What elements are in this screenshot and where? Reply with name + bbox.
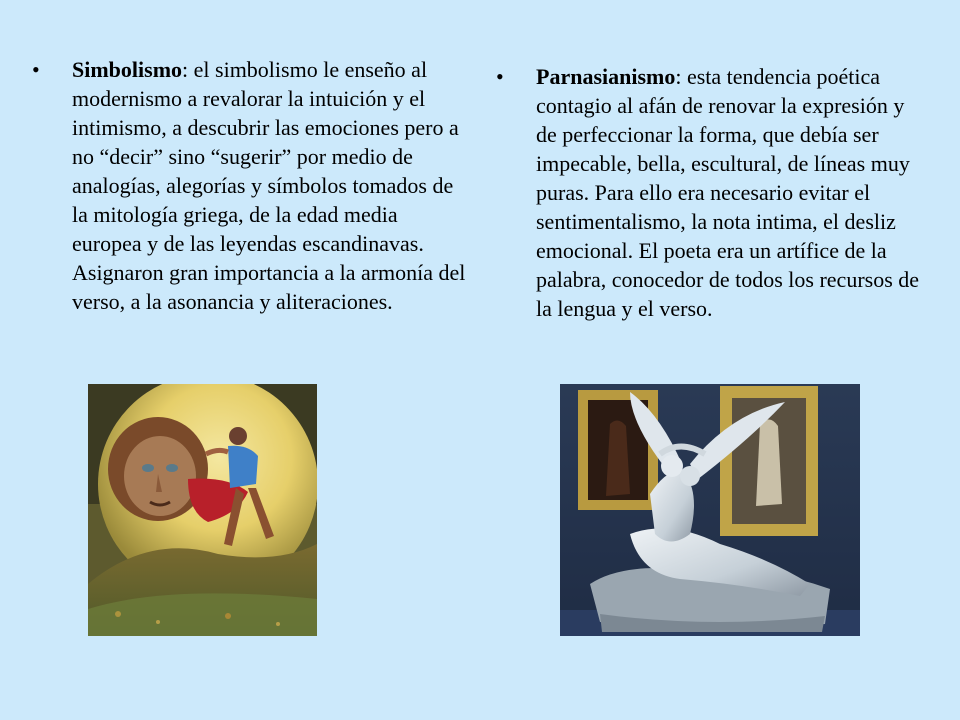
text-simbolismo: : el simbolismo le enseño al modernismo a revalorar la intuición y el intimismo, a descubrir las emociones pero a no “decir” sino “sugerir” por medio de analogías, alegorías y símbolos tomados de la mitología griega, de la edad media europea y de las leyendas escandinavas. Asignaron gran importancia a la armonía del verso, a la asonancia y aliteraciones. — [72, 57, 466, 314]
cupid-psyche-sculpture-image — [560, 384, 860, 636]
bullet-simbolismo — [32, 55, 467, 316]
bullet-dot: • — [496, 64, 504, 89]
term-parnasianismo: Parnasianismo — [536, 64, 676, 89]
bullet-parnasianismo — [496, 62, 928, 323]
bullet-dot: • — [32, 57, 40, 82]
text-parnasianismo: : esta tendencia poética contagio al afán de renovar la expresión y de perfeccionar la forma, que debía ser impecable, bella, escultural, de líneas muy puras. Para ello era necesario evitar el sentimentalismo, la nota intima, el desliz emocional. El poeta era un artífice de la palabra, conocedor de todos los recursos de la lengua y el verso. — [536, 64, 920, 321]
term-simbolismo: Simbolismo — [72, 57, 183, 82]
symbolist-painting-image — [88, 384, 317, 636]
